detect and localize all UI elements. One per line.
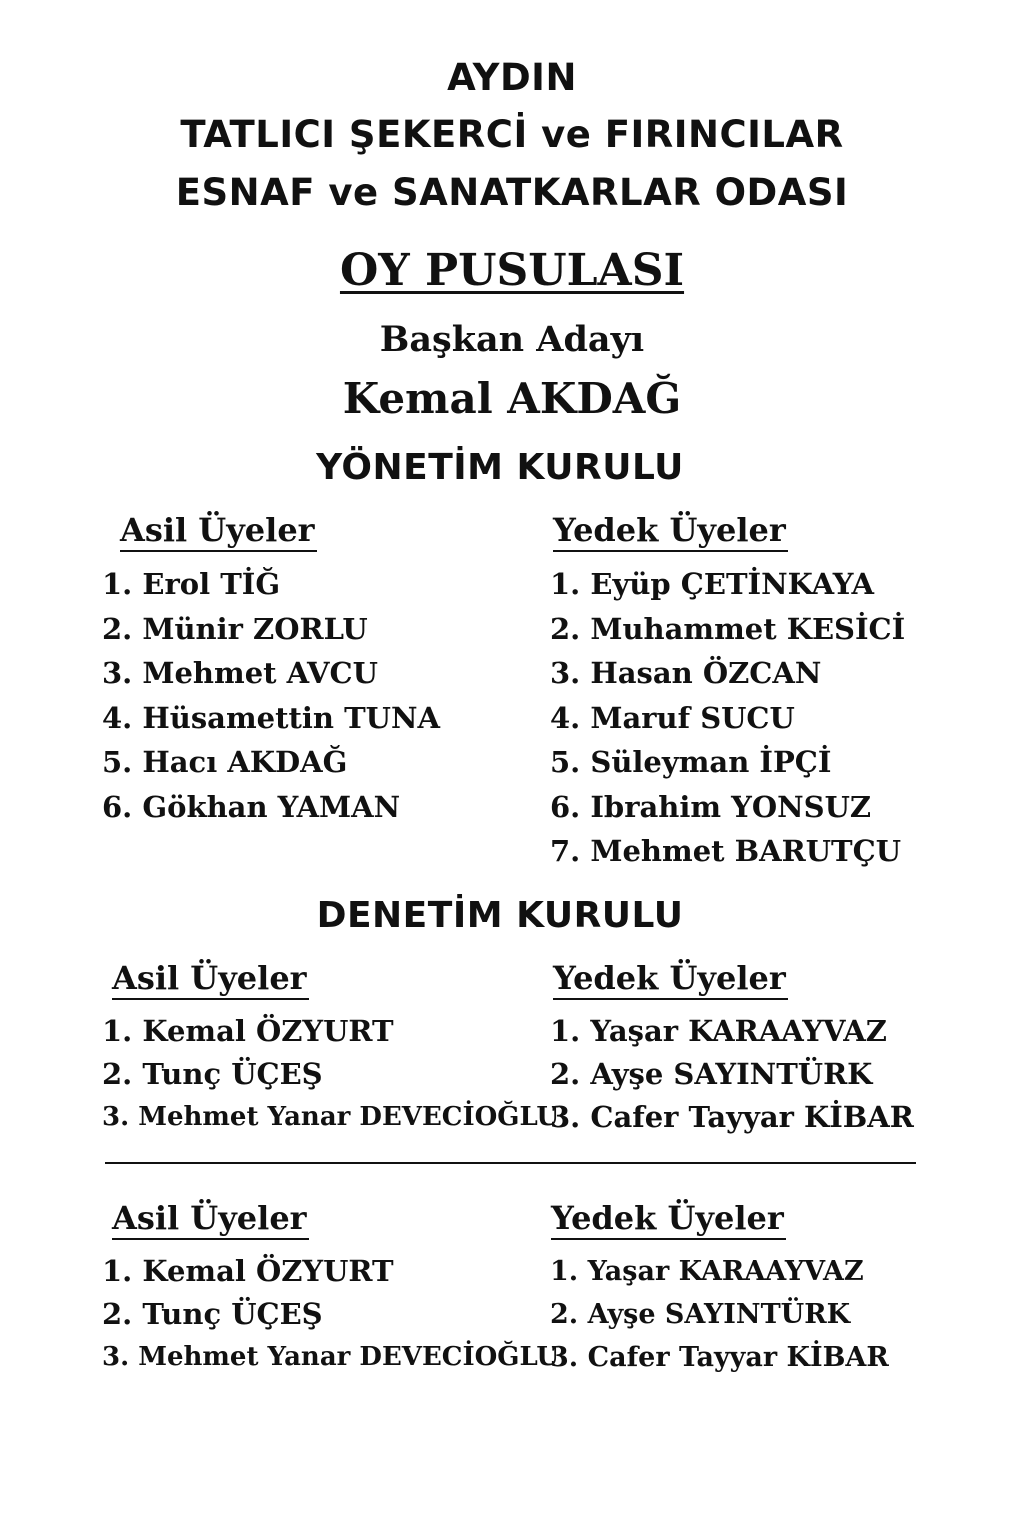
denetim-asil-heading: Asil Üyeler bbox=[112, 958, 309, 1000]
list-item: 3. Mehmet Yanar DEVECİOĞLU bbox=[102, 1102, 560, 1132]
extra-yedek-column bbox=[551, 1198, 889, 1379]
list-item: 2. Tunç ÜÇEŞ bbox=[102, 1057, 323, 1091]
list-item: 2. Münir ZORLU bbox=[102, 611, 368, 646]
denetim-asil-list bbox=[102, 1010, 559, 1139]
extra-yedek-list bbox=[550, 1250, 889, 1379]
list-item: 6. Gökhan YAMAN bbox=[102, 789, 401, 824]
header-city: AYDIN bbox=[447, 56, 577, 99]
list-item: 3. Cafer Tayyar KİBAR bbox=[550, 1342, 889, 1373]
list-item: 2. Muhammet KESİCİ bbox=[550, 611, 906, 646]
list-item: 2. Ayşe SAYINTÜRK bbox=[550, 1057, 873, 1091]
list-item: 4. Hüsamettin TUNA bbox=[102, 700, 440, 735]
yonetim-yedek-heading: Yedek Üyeler bbox=[553, 510, 788, 552]
header-organization-line-1: TATLICI ŞEKERCİ ve FIRINCILAR bbox=[180, 113, 844, 156]
list-item: 2. Tunç ÜÇEŞ bbox=[102, 1297, 323, 1331]
list-item: 1. Yaşar KARAAYVAZ bbox=[550, 1256, 864, 1287]
extra-yedek-heading: Yedek Üyeler bbox=[551, 1198, 786, 1240]
yonetim-yedek-list bbox=[550, 562, 905, 874]
list-item: 1. Eyüp ÇETİNKAYA bbox=[550, 567, 875, 601]
yonetim-kurulu-title: YÖNETİM KURULU bbox=[316, 447, 684, 488]
list-item: 6. Ibrahim YONSUZ bbox=[550, 789, 872, 824]
list-item: 3. Mehmet Yanar DEVECİOĞLU bbox=[102, 1342, 560, 1372]
ballot-title-text: OY PUSULASI bbox=[339, 245, 685, 296]
list-item: 2. Ayşe SAYINTÜRK bbox=[550, 1299, 851, 1330]
list-item: 5. Süleyman İPÇİ bbox=[550, 745, 832, 779]
candidate-name: Kemal AKDAĞ bbox=[342, 374, 682, 423]
divider-line bbox=[105, 1162, 916, 1164]
list-item: 3. Hasan ÖZCAN bbox=[550, 656, 822, 690]
denetim-yedek-column bbox=[550, 958, 914, 1139]
yonetim-asil-column bbox=[102, 510, 440, 829]
list-item: 1. Erol TİĞ bbox=[102, 567, 281, 601]
list-item: 1. Kemal ÖZYURT bbox=[102, 1014, 394, 1048]
list-item: 7. Mehmet BARUTÇU bbox=[550, 834, 901, 868]
yonetim-yedek-column bbox=[550, 510, 906, 874]
denetim-yedek-heading: Yedek Üyeler bbox=[553, 958, 788, 1000]
extra-asil-heading: Asil Üyeler bbox=[112, 1198, 309, 1240]
denetim-kurulu-title: DENETİM KURULU bbox=[316, 895, 684, 936]
header-organization-line-2: ESNAF ve SANATKARLAR ODASI bbox=[175, 171, 849, 214]
ballot-title bbox=[0, 245, 1024, 297]
extra-asil-list bbox=[102, 1250, 559, 1379]
list-item: 3. Cafer Tayyar KİBAR bbox=[550, 1100, 914, 1134]
yonetim-asil-list bbox=[102, 562, 440, 829]
candidate-role: Başkan Adayı bbox=[379, 319, 645, 360]
extra-asil-column bbox=[102, 1198, 560, 1379]
list-item: 1. Kemal ÖZYURT bbox=[102, 1254, 394, 1288]
denetim-yedek-list bbox=[550, 1010, 914, 1139]
list-item: 5. Hacı AKDAĞ bbox=[102, 745, 348, 779]
list-item: 4. Maruf SUCU bbox=[550, 700, 795, 735]
denetim-asil-column bbox=[102, 958, 560, 1139]
list-item: 1. Yaşar KARAAYVAZ bbox=[550, 1014, 887, 1048]
yonetim-asil-heading: Asil Üyeler bbox=[120, 510, 317, 552]
list-item: 3. Mehmet AVCU bbox=[102, 656, 378, 690]
